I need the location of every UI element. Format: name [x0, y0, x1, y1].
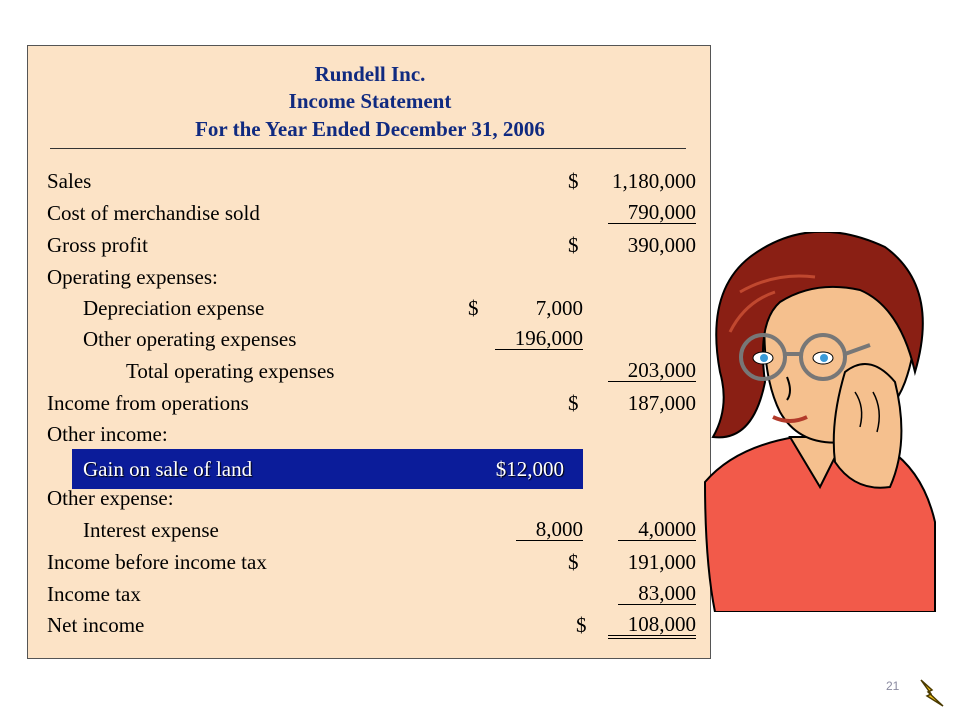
dollar-sign: $	[568, 233, 579, 257]
row-label: Income from operations	[47, 391, 249, 415]
row-interest	[28, 518, 712, 548]
row-total-opex	[28, 359, 712, 389]
amount: 1,180,000	[612, 169, 696, 193]
row-label: Total operating expenses	[126, 359, 335, 383]
heading-rule	[50, 148, 686, 149]
row-label: Gross profit	[47, 233, 148, 257]
amount: 203,000	[608, 359, 696, 382]
row-gross-profit	[28, 233, 712, 263]
row-pretax	[28, 550, 712, 580]
row-opex-heading	[28, 265, 712, 295]
row-cogs	[28, 201, 712, 231]
statement-period: For the Year Ended December 31, 2006	[195, 117, 545, 141]
lightning-bolt-icon[interactable]	[918, 678, 946, 708]
amount: 790,000	[608, 201, 696, 224]
amount: 196,000	[495, 327, 583, 350]
amount: 4,0000	[618, 518, 696, 541]
row-label: Depreciation expense	[83, 296, 265, 320]
company-name: Rundell Inc.	[314, 62, 426, 86]
dollar-sign: $	[568, 169, 579, 193]
amount: 108,000	[608, 613, 696, 639]
row-sales	[28, 169, 712, 199]
dollar-sign: $	[576, 613, 587, 637]
amount: 187,000	[627, 391, 696, 415]
amount: 8,000	[516, 518, 583, 541]
row-depreciation	[28, 296, 712, 326]
row-other-income-heading	[28, 422, 712, 452]
row-label: Other expense:	[47, 486, 174, 510]
row-label: Income before income tax	[47, 550, 267, 574]
dollar-sign: $	[568, 550, 579, 574]
row-label: Other operating expenses	[83, 327, 297, 351]
amount: 7,000	[535, 296, 583, 320]
row-label: Other income:	[47, 422, 168, 446]
row-label: Gain on sale of land	[83, 457, 253, 481]
amount: 83,000	[618, 582, 696, 605]
dollar-sign: $	[568, 391, 579, 415]
amount: $12,000	[495, 457, 564, 481]
row-label: Income tax	[47, 582, 141, 606]
amount: 191,000	[627, 550, 696, 574]
income-statement-panel	[27, 45, 711, 659]
statement-title: Income Statement	[288, 89, 452, 113]
row-other-opex	[28, 327, 712, 357]
highlight-gain-on-sale	[72, 449, 583, 489]
amount: 390,000	[627, 233, 696, 257]
row-label: Interest expense	[83, 518, 219, 542]
row-label: Operating expenses:	[47, 265, 218, 289]
row-label: Sales	[47, 169, 92, 193]
dollar-sign: $	[468, 296, 479, 320]
row-net-income	[28, 613, 712, 643]
woman-portrait-clipart	[695, 232, 940, 612]
row-other-expense-heading	[28, 486, 712, 516]
row-income-tax	[28, 582, 712, 612]
slide-number: 21	[886, 679, 900, 693]
row-label: Net income	[47, 613, 145, 637]
row-income-ops	[28, 391, 712, 421]
row-label: Cost of merchandise sold	[47, 201, 260, 225]
